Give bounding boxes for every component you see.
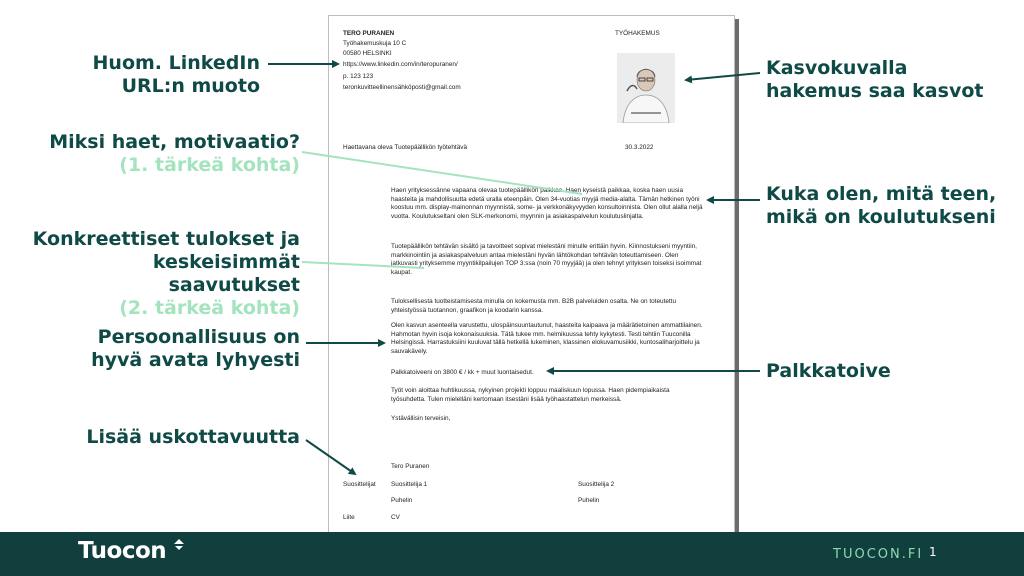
page-number: 1 [929,545,937,559]
letter-date: 30.3.2022 [625,144,654,151]
attachment-label: Liite [343,514,355,521]
reference-1: Suosittelija 1 [391,481,428,488]
annotation-whoami-line2: mikä on koulutukseni [766,206,996,228]
annotation-linkedin-line2: URL:n muoto [121,75,260,97]
document-type: TYÖHAKEMUS [615,30,660,37]
annotation-credibility-line1: Lisää uskottavuutta [86,426,300,448]
paragraph-productization: Tuloksellisesta tuotteistamisesta minulla on kokemusta mm. B2B palveluiden osalta. Ne on toteutettu yhteistyössä tuotannon, graafikon ja koodarin kanssa. [391,298,677,314]
website-link[interactable]: TUOCON.FI [833,547,924,562]
annotation-results-line1: Konkreettiset tulokset ja [32,228,300,250]
annotation-motivation-line1: Miksi haet, motivaatio? [49,131,300,153]
annotation-photo-line2: hakemus saa kasvot [766,80,984,102]
arrow-photo [686,73,760,80]
annotation-salary-line1: Palkkatoive [766,360,891,382]
reference-2: Suosittelija 2 [578,481,615,488]
logo-diamond-icon [172,538,186,552]
email: teronkuvitteellinensähköposti@gmail.com [343,84,461,91]
annotation-motivation-note: (1. tärkeä kohta) [119,154,300,176]
references-label: Suosittelijat [343,481,376,488]
arrow-credibility [306,440,355,474]
annotation-personality-line1: Persoonallisuus on [97,326,300,348]
reference-2-phone: Puhelin [578,497,600,504]
address-line2: 00580 HELSINKI [343,50,392,57]
arrow-results [302,262,424,268]
tuocon-logo: Tuocon [78,538,167,564]
annotation-linkedin-line1: Huom. LinkedIn [92,52,260,74]
paragraph-intro: Haen yrityksessänne vapaana olevaa tuotepäällikön paikkaa. Haen kyseistä paikkaa, koska haen uusia haasteita ja mahdollisuutta edetä uralla eteenpäin. Olen 34-vuotias myyjä media-alalta. Tämän hetkinen työni koostuu mm. display-mainonnan myynnistä, some- ja verkkonäkyvyyden konsultoinnista. Olen ollut alalla neljä vuotta. Koulutukseltani olen SLK-merkonomi, myynnin ja asiakaspalvelun koulutuslinjalta. [391,187,703,220]
annotation-results-line2: keskeisimmät saavutukset [152,251,300,296]
linkedin-url: https://www.linkedin.com/in/teropuranen/ [343,61,458,68]
annotation-whoami-line1: Kuka olen, mitä teen, [766,183,997,205]
paragraph-start-date: Työt voin aloittaa huhtikuussa, nykyinen projekti loppuu maaliskuun lopussa. Haen pidempiaikaista työsuhdetta. Tulen mielelläni kertomaan itsestäni lisää työhaastattelun merkeissä. [391,387,670,403]
signature: Tero Puranen [391,463,430,470]
annotation-results-note: (2. tärkeä kohta) [119,297,300,319]
phone: p. 123 123 [343,73,374,80]
subject-line: Haettavana oleva Tuotepäällikön työtehtävä [343,144,467,151]
arrow-motivation [302,152,582,194]
closing: Ystävällisin terveisin, [391,415,451,422]
paragraph-personality: Olen kasvun asenteella varustettu, ulospäinsuuntautunut, haasteita kaipaava ja määrätietoinen ammattilainen. Hahmotan hyvin isoja kokonaisuuksia. Tätä tukee mm. helmikuussa tehty kykytesti. Testi tehtiin Tuuconilla Helsingissä. Harrastuksiini kuuluvat tällä hetkellä lukeminen, klassinen elokuvamusiikki, kuntosaliharjoittelu ja sauvakävely. [391,322,703,355]
applicant-name: TERO PURANEN [343,30,395,37]
reference-1-phone: Puhelin [391,497,413,504]
paragraph-results: Tuotepäällikön tehtävän sisältö ja tavoitteet sopivat mielestäni minulle erittäin hyvin. Kiinnostukseni myyntiin, markkinointiin ja asiakaspalveluun antaa mielestäni hyvän lähtökohdan tehtävän toteuttamiseen. Olen jatkuvasti yrityksemme myyntikilpailujen TOP 3:ssa (noin 70 myyjää) ja olen tehnyt yrityksen toiseksi isoimmat kaupat. [391,243,702,276]
annotation-photo-line1: Kasvokuvalla [766,57,908,79]
address-line1: Työhakemuskuja 10 C [343,40,407,47]
paragraph-salary: Palkkatoiveeni on 3800 € / kk + muut luontaisedut. [391,369,534,376]
annotation-personality-line2: hyvä avata lyhyesti [91,349,300,371]
attachment-value: CV [391,514,400,521]
